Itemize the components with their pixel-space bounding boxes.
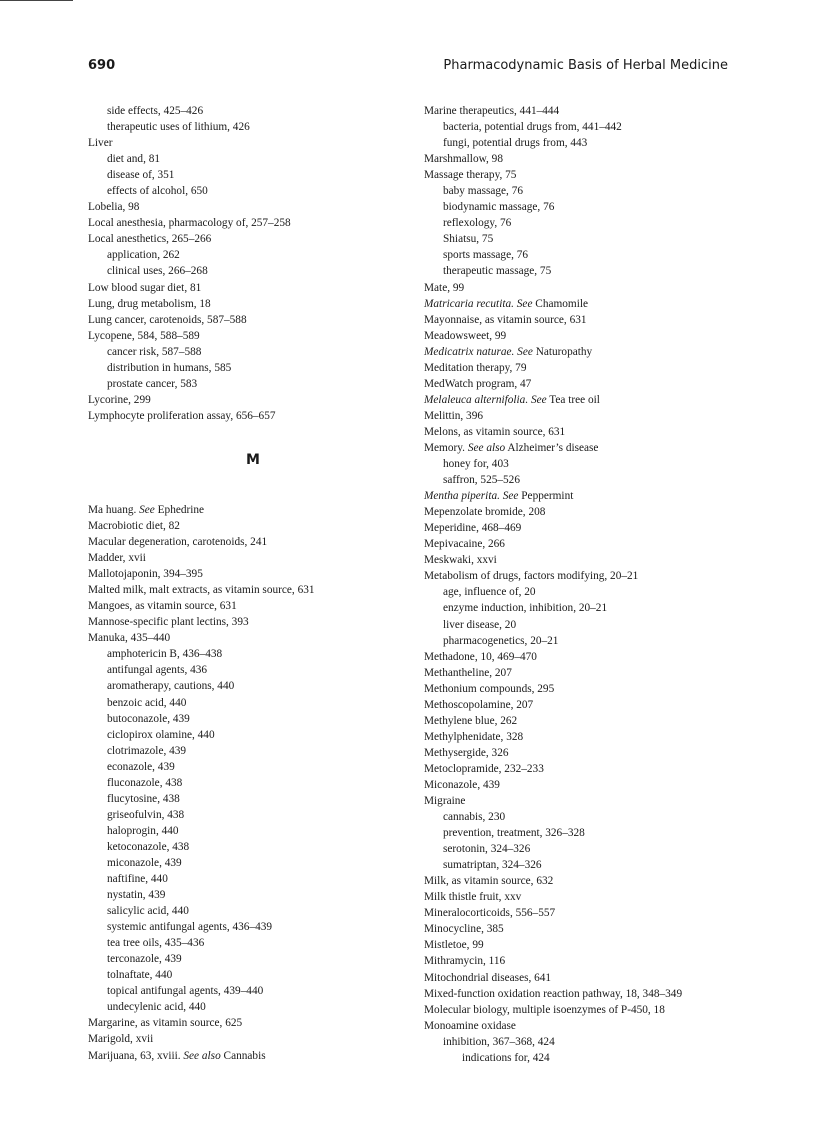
index-entry xyxy=(88,534,418,550)
entry-text: Low blood sugar diet, 81 xyxy=(88,281,202,294)
index-entry xyxy=(424,552,754,568)
index-entry xyxy=(424,536,754,552)
entry-text: bacteria, potential drugs from, 441–442 xyxy=(443,121,622,134)
entry-text: Mepivacaine, 266 xyxy=(424,538,505,551)
index-entries-m-continued xyxy=(424,103,754,1066)
entry-text: Meperidine, 468–469 xyxy=(424,522,522,535)
index-subentry xyxy=(88,839,418,855)
index-subentry xyxy=(88,360,418,376)
index-subentry xyxy=(424,825,754,841)
entry-text: terconazole, 439 xyxy=(107,953,182,966)
index-entry xyxy=(424,344,754,360)
entry-text: clotrimazole, 439 xyxy=(107,744,187,757)
index-subentry xyxy=(424,183,754,199)
corner-crop-mark xyxy=(0,0,73,1)
entry-text: Mistletoe, 99 xyxy=(424,939,484,952)
entry-text: Massage therapy, 75 xyxy=(424,169,517,182)
entry-text: prevention, treatment, 326–328 xyxy=(443,827,585,840)
entry-text: Methylphenidate, 328 xyxy=(424,730,524,743)
entry-text: Mallotojaponin, 394–395 xyxy=(88,568,203,581)
entry-text: aromatherapy, cautions, 440 xyxy=(107,680,235,693)
index-subentry xyxy=(88,791,418,807)
index-subentry xyxy=(424,231,754,247)
index-subentry xyxy=(424,472,754,488)
index-entry xyxy=(424,1018,754,1034)
entry-text: Marijuana, 63, xviii. xyxy=(88,1049,184,1062)
index-subentry xyxy=(88,903,418,919)
index-subentry xyxy=(88,103,418,119)
index-subentry xyxy=(424,135,754,151)
entry-text: Migraine xyxy=(424,795,466,808)
index-entry xyxy=(424,1002,754,1018)
index-entry xyxy=(424,568,754,584)
index-entry xyxy=(88,518,418,534)
entry-text: Malted milk, malt extracts, as vitamin source, 631 xyxy=(88,584,315,597)
index-subentry xyxy=(424,841,754,857)
entry-text: Melaleuca alternifolia. xyxy=(424,393,529,406)
index-subentry xyxy=(88,662,418,678)
entry-text: inhibition, 367–368, 424 xyxy=(443,1035,555,1048)
index-subentry xyxy=(88,743,418,759)
index-entry xyxy=(88,1048,418,1064)
cross-reference-target: Cannabis xyxy=(220,1049,266,1062)
entry-text: diet and, 81 xyxy=(107,153,161,166)
entry-text: undecylenic acid, 440 xyxy=(107,1001,206,1014)
index-subentry xyxy=(88,646,418,662)
entry-text: Lycorine, 299 xyxy=(88,393,151,406)
entry-text: Marigold, xvii xyxy=(88,1033,154,1046)
entry-text: Macular degeneration, carotenoids, 241 xyxy=(88,536,268,549)
entry-text: Melittin, 396 xyxy=(424,409,483,422)
index-entry xyxy=(88,392,418,408)
index-entry xyxy=(424,953,754,969)
index-subentry xyxy=(424,456,754,472)
index-subentry xyxy=(88,167,418,183)
entry-text: tolnaftate, 440 xyxy=(107,969,173,982)
entry-text: Madder, xvii xyxy=(88,552,146,565)
index-entry xyxy=(424,392,754,408)
index-subentry xyxy=(88,855,418,871)
entry-text: Miconazole, 439 xyxy=(424,778,500,791)
index-subentry xyxy=(424,119,754,135)
index-entry xyxy=(88,598,418,614)
entry-text: pharmacogenetics, 20–21 xyxy=(443,634,559,647)
index-column-right xyxy=(424,103,754,1066)
index-subentry xyxy=(424,857,754,873)
entry-text: biodynamic massage, 76 xyxy=(443,201,555,214)
index-subentry xyxy=(424,199,754,215)
index-subentry xyxy=(424,263,754,279)
index-subentry xyxy=(88,247,418,263)
index-entry xyxy=(424,424,754,440)
cross-reference-label: See xyxy=(528,393,547,406)
index-entry xyxy=(424,697,754,713)
entry-text: honey for, 403 xyxy=(443,458,509,471)
index-subentry xyxy=(88,711,418,727)
entry-text: antifungal agents, 436 xyxy=(107,664,208,677)
entry-text: benzoic acid, 440 xyxy=(107,696,187,709)
entry-text: therapeutic massage, 75 xyxy=(443,265,552,278)
entry-text: Lung, drug metabolism, 18 xyxy=(88,297,211,310)
entry-text: age, influence of, 20 xyxy=(443,586,536,599)
entry-text: prostate cancer, 583 xyxy=(107,377,198,390)
entry-text: Mannose-specific plant lectins, 393 xyxy=(88,616,249,629)
index-entry xyxy=(88,550,418,566)
index-entry xyxy=(424,729,754,745)
index-entry xyxy=(424,504,754,520)
entry-text: side effects, 425–426 xyxy=(107,105,204,117)
entry-text: Mithramycin, 116 xyxy=(424,955,506,968)
index-subentry xyxy=(424,247,754,263)
index-entry xyxy=(424,649,754,665)
cross-reference-label: See xyxy=(139,503,155,516)
entry-text: Shiatsu, 75 xyxy=(443,233,494,246)
section-letter-m: M xyxy=(246,451,260,468)
entry-text: baby massage, 76 xyxy=(443,185,523,198)
index-subentry xyxy=(424,633,754,649)
entry-text: Methantheline, 207 xyxy=(424,666,512,679)
index-entry xyxy=(88,582,418,598)
running-head: Pharmacodynamic Basis of Herbal Medicine xyxy=(443,58,728,73)
entry-text: Methylene blue, 262 xyxy=(424,714,518,727)
entry-text: Margarine, as vitamin source, 625 xyxy=(88,1017,243,1030)
index-entry xyxy=(424,440,754,456)
cross-reference-label: See xyxy=(513,297,533,310)
index-entry xyxy=(88,502,418,518)
entry-text: amphotericin B, 436–438 xyxy=(107,648,223,661)
index-entry xyxy=(424,745,754,761)
index-entry xyxy=(424,328,754,344)
index-entry xyxy=(424,777,754,793)
entry-text: Meditation therapy, 79 xyxy=(424,361,527,374)
entry-text: saffron, 525–526 xyxy=(443,474,520,487)
entry-text: Metabolism of drugs, factors modifying, 20–21 xyxy=(424,570,639,583)
entry-text: naftifine, 440 xyxy=(107,873,168,886)
entry-text: Marine therapeutics, 441–444 xyxy=(424,105,560,117)
index-entry xyxy=(88,296,418,312)
index-entry xyxy=(424,151,754,167)
index-subentry xyxy=(88,935,418,951)
index-subentry xyxy=(88,695,418,711)
entry-text: clinical uses, 266–268 xyxy=(107,265,208,278)
index-entry xyxy=(424,761,754,777)
index-entry xyxy=(88,614,418,630)
entry-text: disease of, 351 xyxy=(107,169,175,182)
entry-text: ketoconazole, 438 xyxy=(107,840,190,853)
index-entry xyxy=(424,408,754,424)
index-subentry xyxy=(424,1034,754,1050)
entry-text: Methonium compounds, 295 xyxy=(424,682,555,695)
index-subentry xyxy=(424,600,754,616)
entry-text: cannabis, 230 xyxy=(443,811,506,824)
entry-text: Methysergide, 326 xyxy=(424,746,509,759)
index-subentry xyxy=(88,727,418,743)
index-subentry xyxy=(88,983,418,999)
entry-text: Memory. xyxy=(424,441,468,454)
entry-text: Mentha piperita. xyxy=(424,490,500,503)
index-entry xyxy=(88,408,418,424)
index-entry xyxy=(424,488,754,504)
entry-text: econazole, 439 xyxy=(107,760,175,773)
entry-text: Ma huang. xyxy=(88,503,140,516)
entry-text: salicylic acid, 440 xyxy=(107,905,189,918)
entry-text: cancer risk, 587–588 xyxy=(107,345,202,358)
cross-reference-target: Peppermint xyxy=(518,490,574,503)
entry-text: Mitochondrial diseases, 641 xyxy=(424,971,552,984)
entry-text: Milk thistle fruit, xxv xyxy=(424,891,522,904)
index-entry xyxy=(424,360,754,376)
index-entry xyxy=(424,713,754,729)
index-subentry xyxy=(88,151,418,167)
index-entry xyxy=(88,231,418,247)
index-subentry xyxy=(88,263,418,279)
index-entry xyxy=(88,312,418,328)
entry-text: Milk, as vitamin source, 632 xyxy=(424,875,554,888)
index-subentry xyxy=(424,1050,754,1066)
index-subentry xyxy=(88,967,418,983)
index-subentry xyxy=(424,584,754,600)
entry-text: Meskwaki, xxvi xyxy=(424,554,497,567)
cross-reference-target: Ephedrine xyxy=(154,503,205,516)
index-entry xyxy=(424,280,754,296)
index-entry xyxy=(88,215,418,231)
index-subentry xyxy=(88,823,418,839)
index-entry xyxy=(424,937,754,953)
entry-text: sports massage, 76 xyxy=(443,249,529,262)
index-subentry xyxy=(88,678,418,694)
entry-text: ciclopirox olamine, 440 xyxy=(107,728,215,741)
entry-text: Mepenzolate bromide, 208 xyxy=(424,506,546,519)
entry-text: Mayonnaise, as vitamin source, 631 xyxy=(424,313,587,326)
entry-text: Monoamine oxidase xyxy=(424,1019,516,1032)
index-subentry xyxy=(88,775,418,791)
index-entry xyxy=(424,921,754,937)
index-entry xyxy=(424,793,754,809)
index-entry xyxy=(88,1031,418,1047)
index-entry xyxy=(88,280,418,296)
entry-text: Manuka, 435–440 xyxy=(88,632,171,645)
index-entry xyxy=(88,630,418,646)
entry-text: tea tree oils, 435–436 xyxy=(107,937,205,950)
entry-text: application, 262 xyxy=(107,249,180,262)
entry-text: nystatin, 439 xyxy=(107,889,166,902)
cross-reference-target: Tea tree oil xyxy=(546,393,600,406)
entry-text: Methadone, 10, 469–470 xyxy=(424,650,537,663)
entry-text: butoconazole, 439 xyxy=(107,712,190,725)
index-entry xyxy=(424,970,754,986)
entry-text: Mangoes, as vitamin source, 631 xyxy=(88,600,237,613)
index-subentry xyxy=(88,119,418,135)
entry-text: Local anesthetics, 265–266 xyxy=(88,233,212,246)
cross-reference-label: See xyxy=(514,345,533,358)
index-subentry xyxy=(88,376,418,392)
entry-text: Local anesthesia, pharmacology of, 257–258 xyxy=(88,217,291,230)
index-entry xyxy=(88,328,418,344)
index-subentry xyxy=(88,871,418,887)
index-subentry xyxy=(424,215,754,231)
entry-text: Metoclopramide, 232–233 xyxy=(424,762,544,775)
entry-text: reflexology, 76 xyxy=(443,217,512,230)
entry-text: Lymphocyte proliferation assay, 656–657 xyxy=(88,409,276,422)
cross-reference-target: Naturopathy xyxy=(532,345,593,358)
cross-reference-target: Alzheimer’s disease xyxy=(505,441,599,454)
index-subentry xyxy=(88,344,418,360)
entry-text: Matricaria recutita. xyxy=(424,297,514,310)
entry-text: Methoscopolamine, 207 xyxy=(424,698,534,711)
entry-text: serotonin, 324–326 xyxy=(443,843,531,856)
cross-reference-target: Chamomile xyxy=(532,297,589,310)
entry-text: haloprogin, 440 xyxy=(107,824,179,837)
entry-text: Molecular biology, multiple isoenzymes of P-450, 18 xyxy=(424,1003,665,1016)
index-entry xyxy=(424,103,754,119)
index-entries-m xyxy=(88,502,418,1064)
entry-text: fluconazole, 438 xyxy=(107,776,183,789)
index-entry xyxy=(424,520,754,536)
entry-text: miconazole, 439 xyxy=(107,856,182,869)
index-entry xyxy=(424,312,754,328)
index-subentry xyxy=(88,759,418,775)
index-entry xyxy=(424,889,754,905)
entry-text: Melons, as vitamin source, 631 xyxy=(424,425,566,438)
entry-text: Macrobiotic diet, 82 xyxy=(88,519,180,532)
entry-text: indications for, 424 xyxy=(462,1051,550,1064)
index-subentry xyxy=(88,951,418,967)
entry-text: Mate, 99 xyxy=(424,281,465,294)
cross-reference-label: See xyxy=(499,490,519,503)
index-subentry xyxy=(88,183,418,199)
entry-text: enzyme induction, inhibition, 20–21 xyxy=(443,602,608,615)
entry-text: fungi, potential drugs from, 443 xyxy=(443,137,588,150)
index-entry xyxy=(424,296,754,312)
index-entry xyxy=(424,681,754,697)
index-entry xyxy=(88,199,418,215)
page-number: 690 xyxy=(88,58,116,73)
index-column-left xyxy=(88,103,418,1064)
entry-text: Marshmallow, 98 xyxy=(424,153,503,166)
entry-text: MedWatch program, 47 xyxy=(424,377,532,390)
index-entry xyxy=(424,167,754,183)
cross-reference-label: See also xyxy=(183,1049,221,1062)
index-subentry xyxy=(424,617,754,633)
entry-text: sumatriptan, 324–326 xyxy=(443,859,542,872)
entry-text: therapeutic uses of lithium, 426 xyxy=(107,121,250,134)
index-entry xyxy=(88,566,418,582)
entry-text: griseofulvin, 438 xyxy=(107,808,185,821)
entry-text: systemic antifungal agents, 436–439 xyxy=(107,921,273,934)
entry-text: Lycopene, 584, 588–589 xyxy=(88,329,200,342)
page-header xyxy=(88,58,728,78)
entry-text: effects of alcohol, 650 xyxy=(107,185,208,198)
entry-text: topical antifungal agents, 439–440 xyxy=(107,985,264,998)
entry-text: liver disease, 20 xyxy=(443,618,517,631)
index-subentry xyxy=(88,919,418,935)
index-entries-l xyxy=(88,103,418,424)
index-entry xyxy=(424,665,754,681)
entry-text: Mixed-function oxidation reaction pathway, 18, 348–349 xyxy=(424,987,683,1000)
cross-reference-label: See also xyxy=(467,441,506,454)
index-subentry xyxy=(424,809,754,825)
entry-text: Minocycline, 385 xyxy=(424,923,504,936)
index-entry xyxy=(424,986,754,1002)
index-entry xyxy=(88,135,418,151)
entry-text: distribution in humans, 585 xyxy=(107,361,232,374)
entry-text: Liver xyxy=(88,137,113,150)
entry-text: Lung cancer, carotenoids, 587–588 xyxy=(88,313,247,326)
entry-text: Medicatrix naturae. xyxy=(424,345,515,358)
index-entry xyxy=(88,1015,418,1031)
entry-text: flucytosine, 438 xyxy=(107,792,180,805)
index-entry xyxy=(424,873,754,889)
index-subentry xyxy=(88,807,418,823)
index-subentry xyxy=(88,999,418,1015)
index-subentry xyxy=(88,887,418,903)
entry-text: Lobelia, 98 xyxy=(88,201,140,214)
entry-text: Meadowsweet, 99 xyxy=(424,329,507,342)
index-entry xyxy=(424,905,754,921)
index-entry xyxy=(424,376,754,392)
entry-text: Mineralocorticoids, 556–557 xyxy=(424,907,556,920)
